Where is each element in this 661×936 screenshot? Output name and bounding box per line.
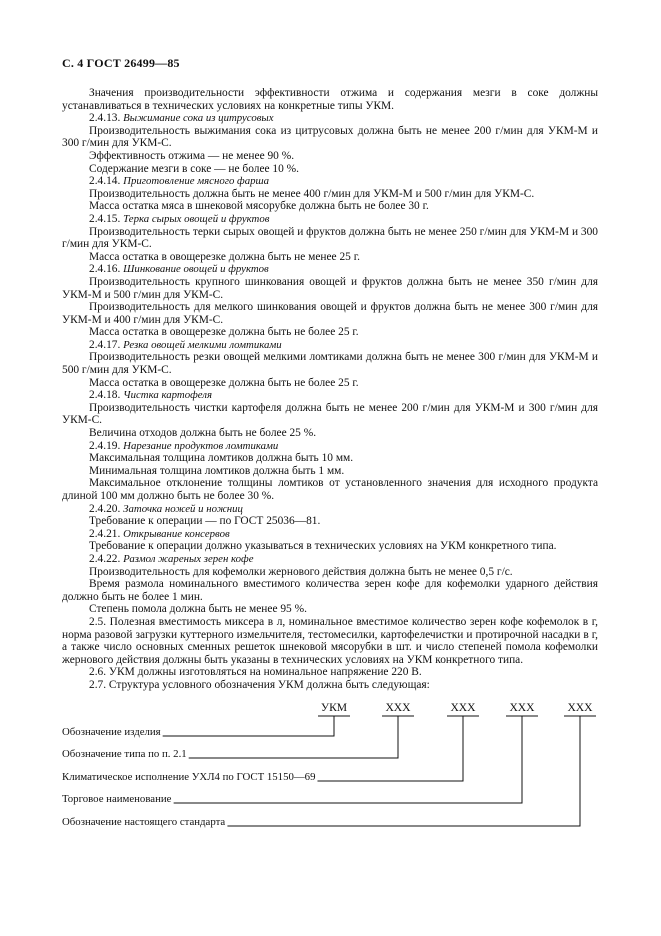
paragraph: Требование к операции — по ГОСТ 25036—81. xyxy=(89,515,321,528)
designation-code-2: ХХХ xyxy=(385,701,411,714)
paragraph: Максимальное отклонение толщины ломтиков от установленного значения для исходного продукта длиной 100 мм должно быть не более 30 %. xyxy=(62,477,598,502)
paragraph: Производительность терки сырых овощей и фруктов должна быть не менее 250 г/мин для УКМ-М и 300 г/мин для УКМ-С. xyxy=(62,225,598,251)
paragraph: Степень помола должна быть не менее 95 %. xyxy=(89,603,307,616)
paragraph: Производительность для кофемолки жернового действия должна быть не менее 0,5 г/с. xyxy=(89,565,513,578)
designation-label-3: Климатическое исполнение УХЛ4 по ГОСТ 15150—69 xyxy=(62,771,316,783)
section-number: 2.4.18. xyxy=(89,389,124,402)
document-body xyxy=(62,87,598,692)
section-number: 2.4.15. xyxy=(89,212,124,225)
section-heading xyxy=(62,112,598,125)
paragraph: 2.6. УКМ должны изготовляться на номинальное напряжение 220 В. xyxy=(89,666,422,679)
leader-line-2 xyxy=(189,716,398,758)
paragraph: Эффективность отжима — не менее 90 %. xyxy=(89,149,295,162)
paragraph: Масса остатка в овощерезке должна быть не более 25 г. xyxy=(89,326,359,339)
section-number: 2.4.16. xyxy=(89,263,124,276)
paragraph: Требование к операции должно указываться в технических условиях на УКМ конкретного типа. xyxy=(89,540,557,553)
section-title: Шинкование овощей и фруктов xyxy=(123,263,269,276)
leader-line-3 xyxy=(317,716,463,781)
section-number: 2.4.21. xyxy=(89,527,124,540)
paragraph: Производительность чистки картофеля должна быть не менее 200 г/мин для УКМ-М и 300 г/мин для УКМ-С. xyxy=(62,401,598,427)
paragraph: Производительность для мелкого шинкования овощей и фруктов должна быть не менее 300 г/мин для УКМ-М и 400 г/мин для УКМ-С. xyxy=(62,301,598,326)
section-heading xyxy=(62,213,598,226)
section-heading xyxy=(62,175,598,188)
paragraph: 2.5. Полезная вместимость миксера в л, номинальное вместимое количество зерен кофе кофемолок в г, норма разовой загрузки куттерного измельчителя, тестомесилки, картофелечистки и протирочной насадки в г, а также число основных сменных решеток шнековой мясорубки в шт. и число степеней помола кофемолки жернового действия должны быть указаны в технических условиях на УКМ конкретного типа. xyxy=(62,615,598,666)
section-number: 2.4.14. xyxy=(89,175,124,188)
section-title: Заточка ножей и ножниц xyxy=(123,502,243,515)
designation-code-3: ХХХ xyxy=(450,701,476,714)
designation-label-1: Обозначение изделия xyxy=(62,726,161,738)
paragraph: Масса остатка в овощерезке должна быть не менее 25 г. xyxy=(89,250,360,263)
page-header: С. 4 ГОСТ 26499—85 xyxy=(62,56,180,70)
section-number: 2.4.13. xyxy=(89,112,124,125)
designation-code-1: УКМ xyxy=(320,701,348,714)
section-number: 2.4.19. xyxy=(89,439,124,452)
section-number: 2.4.17. xyxy=(89,338,124,351)
leader-line-1 xyxy=(163,716,334,736)
designation-code-4: ХХХ xyxy=(509,701,535,714)
section-number: 2.4.20. xyxy=(89,502,124,515)
leader-line-5 xyxy=(227,716,580,826)
paragraph: Производительность крупного шинкования овощей и фруктов должна быть не менее 350 г/мин для УКМ-М и 500 г/мин для УКМ-С. xyxy=(62,275,598,301)
section-heading xyxy=(62,339,598,352)
paragraph: Масса остатка мяса в шнековой мясорубке должна быть не более 30 г. xyxy=(89,200,429,213)
designation-code-5: ХХХ xyxy=(567,701,593,714)
designation-label-4: Торговое наименование xyxy=(62,793,172,805)
leader-line-4 xyxy=(174,716,522,803)
paragraph: Производительность должна быть не менее 400 г/мин для УКМ-М и 500 г/мин для УКМ-С. xyxy=(89,187,535,200)
section-title: Терка сырых овощей и фруктов xyxy=(123,212,270,225)
section-heading xyxy=(62,263,598,276)
section-title: Чистка картофеля xyxy=(123,389,213,402)
paragraph: Время размола номинального вместимого количества зерен кофе для кофемолки ударного действия должно быть не более 1 мин. xyxy=(62,578,598,603)
section-title: Нарезание продуктов ломтиками xyxy=(123,439,279,452)
section-title: Размол жареных зерен кофе xyxy=(123,552,254,565)
section-number: 2.4.22. xyxy=(89,552,124,565)
paragraph: Минимальная толщина ломтиков должна быть 1 мм. xyxy=(89,464,345,477)
section-title: Открывание консервов xyxy=(123,527,230,540)
section-title: Резка овощей мелкими ломтиками xyxy=(123,338,282,351)
section-heading xyxy=(62,389,598,402)
paragraph: Производительность резки овощей мелкими ломтиками должна быть не менее 300 г/мин для УКМ-М и 500 г/мин для УКМ-С. xyxy=(62,351,598,377)
designation-label-2: Обозначение типа по п. 2.1 xyxy=(62,748,187,760)
paragraph: 2.7. Структура условного обозначения УКМ должна быть следующая: xyxy=(89,678,430,691)
designation-label-5: Обозначение настоящего стандарта xyxy=(62,816,226,828)
paragraph: Содержание мезги в соке — не более 10 %. xyxy=(89,162,299,175)
paragraph: Масса остатка в овощерезке должна быть не более 25 г. xyxy=(89,376,359,389)
section-heading xyxy=(62,440,598,453)
section-heading xyxy=(62,553,598,566)
paragraph: Значения производительности эффективности отжима и содержания мезги в соке должны устанавливаться в технических условиях на конкретные типы УКМ. xyxy=(62,87,598,112)
section-title: Приготовление мясного фарша xyxy=(123,175,270,188)
paragraph: Величина отходов должна быть не более 25 %. xyxy=(89,427,317,440)
section-heading xyxy=(62,528,598,541)
paragraph: Производительность выжимания сока из цитрусовых должна быть не менее 200 г/мин для УКМ-М и 300 г/мин для УКМ-С. xyxy=(62,124,598,150)
paragraph: Максимальная толщина ломтиков должна быть 10 мм. xyxy=(89,452,354,465)
section-heading xyxy=(62,503,598,516)
section-title: Выжимание сока из цитрусовых xyxy=(123,112,274,125)
